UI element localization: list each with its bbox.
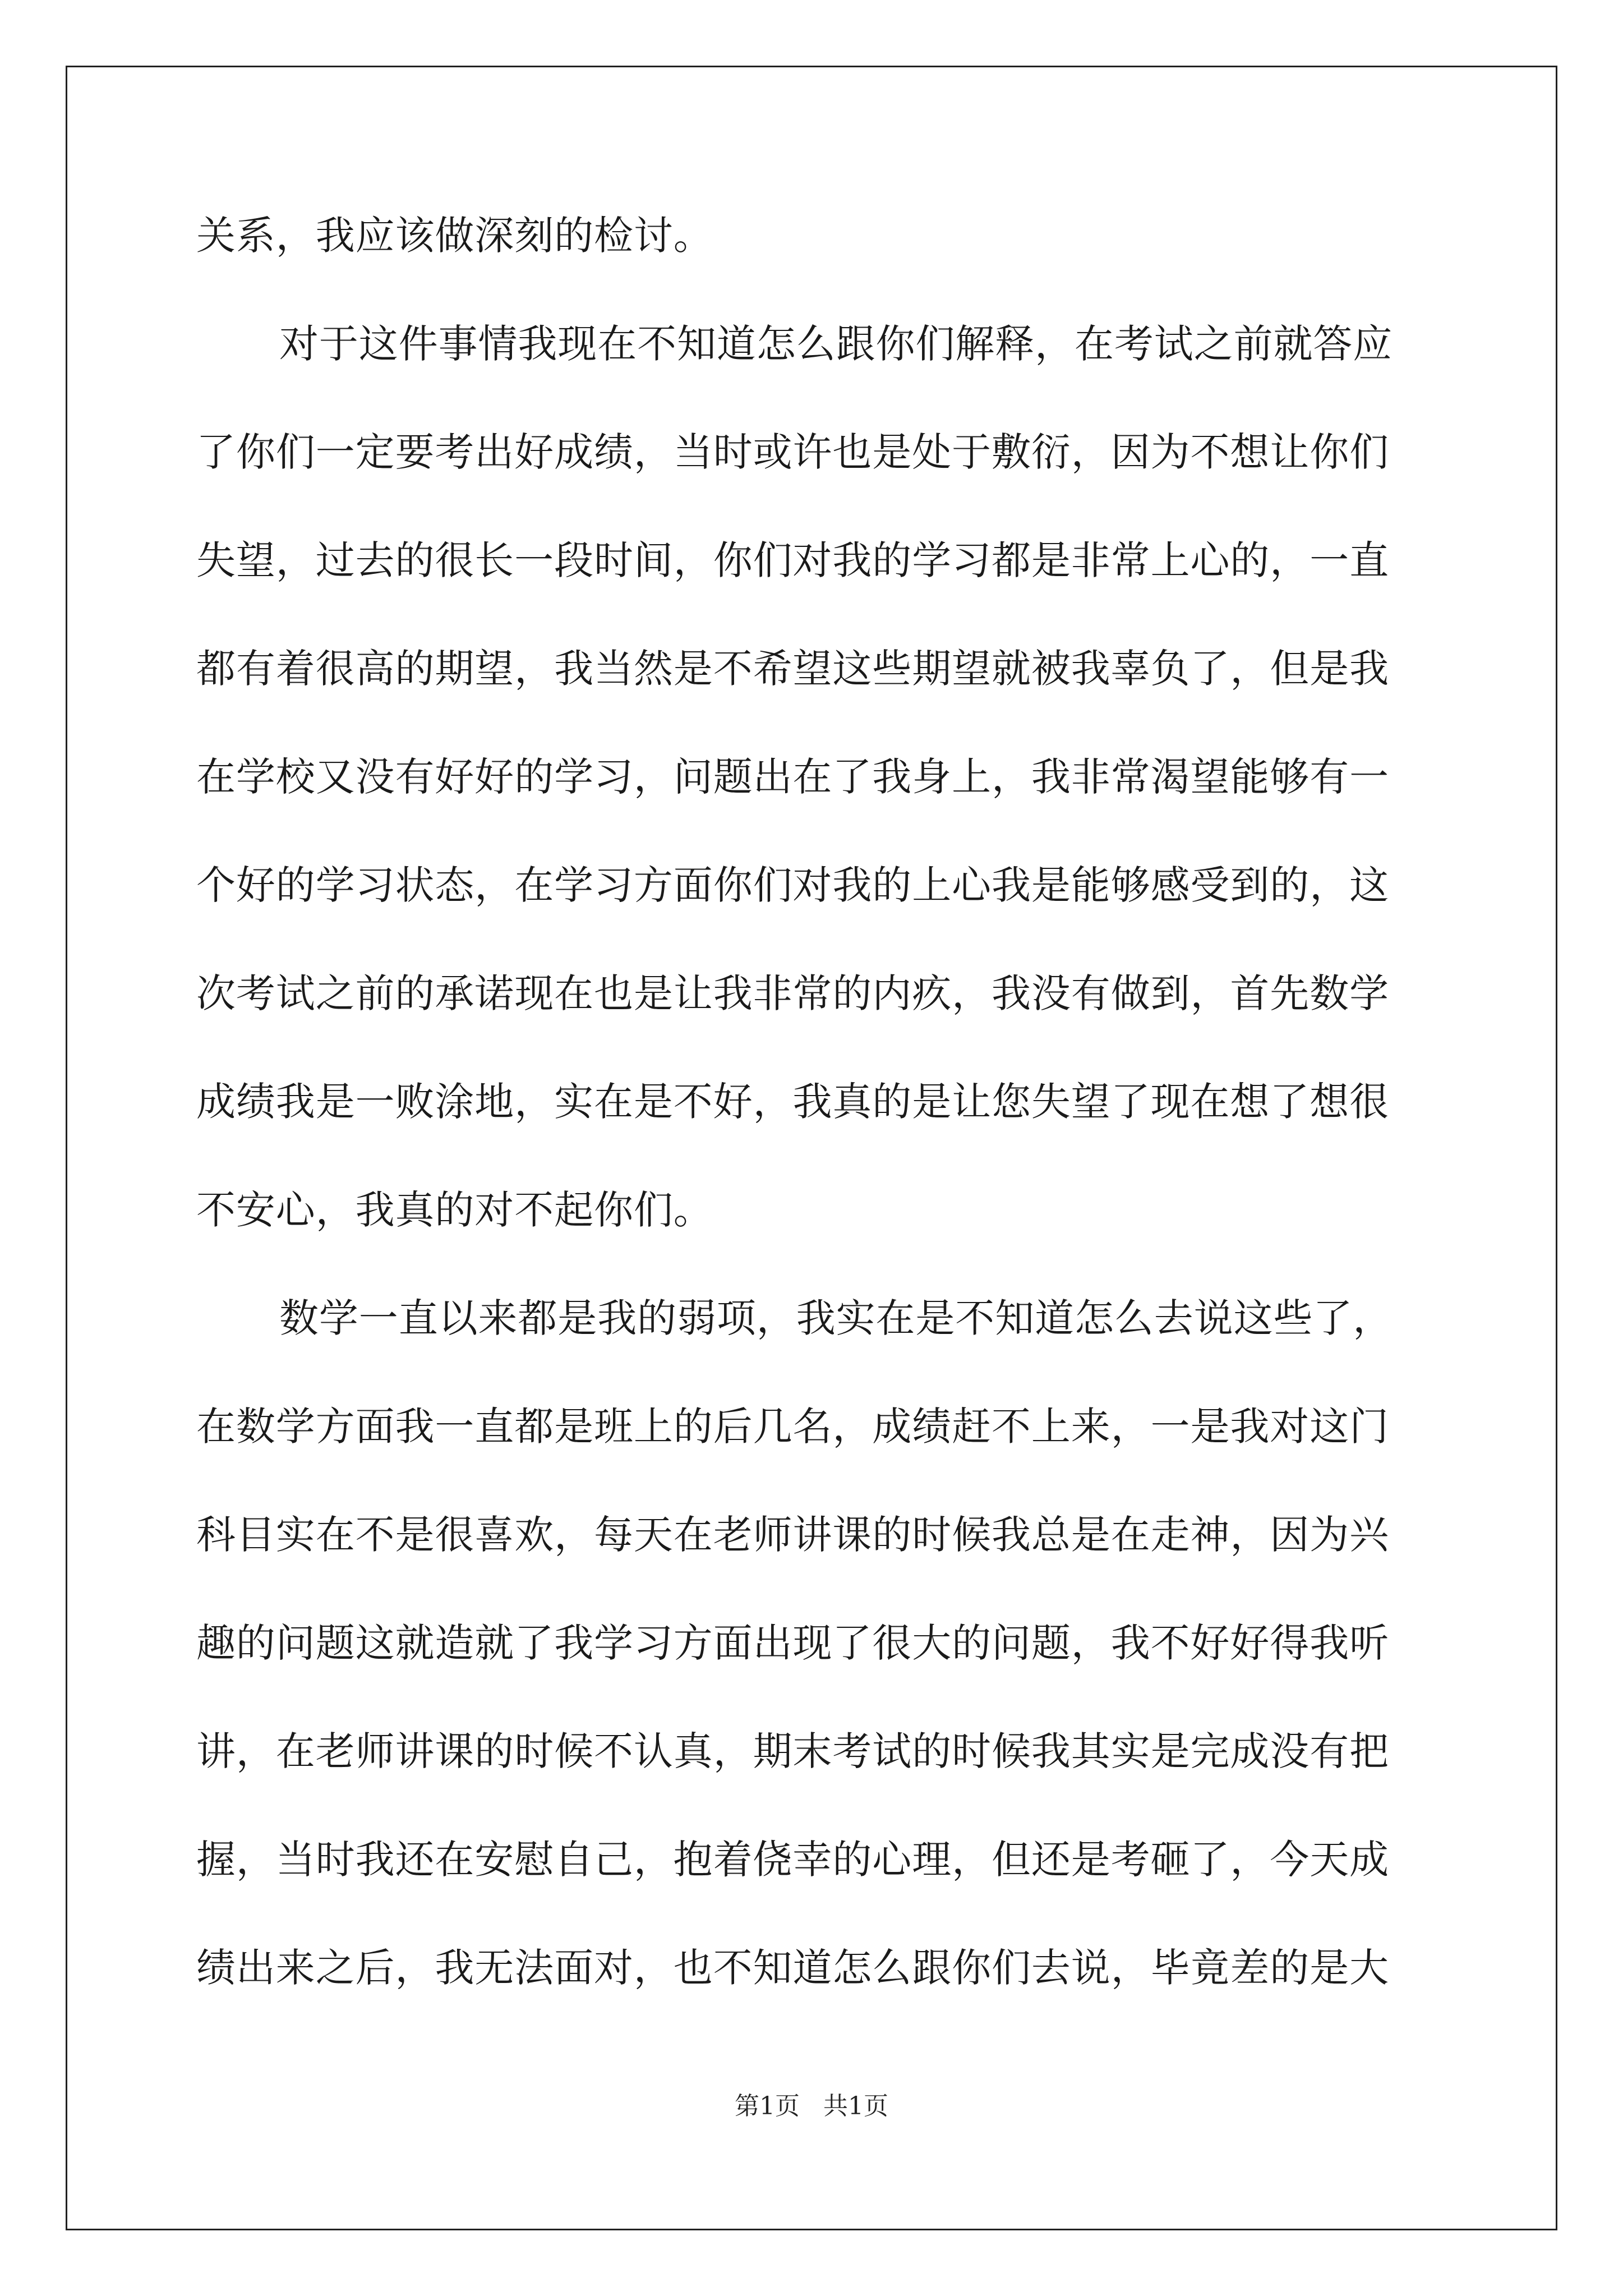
text-line: 讲，在老师讲课的时候不认真，期末考试的时候我其实是完成没有把 bbox=[196, 1728, 1389, 1774]
text-line: 关系，我应该做深刻的检讨。 bbox=[196, 213, 713, 259]
text-line: 数学一直以来都是我的弱项，我实在是不知道怎么去说这些了， bbox=[279, 1295, 1393, 1341]
text-line: 失望，过去的很长一段时间，你们对我的学习都是非常上心的，一直 bbox=[196, 537, 1389, 583]
text-line: 趣的问题这就造就了我学习方面出现了很大的问题，我不好好得我听 bbox=[196, 1620, 1389, 1666]
text-line: 在数学方面我一直都是班上的后几名，成绩赶不上来，一是我对这门 bbox=[196, 1404, 1389, 1450]
text-line: 握，当时我还在安慰自己，抱着侥幸的心理，但还是考砸了，今天成 bbox=[196, 1837, 1389, 1883]
text-line: 不安心，我真的对不起你们。 bbox=[196, 1187, 713, 1233]
text-line: 在学校又没有好好的学习，问题出在了我身上，我非常渴望能够有一 bbox=[196, 754, 1389, 800]
text-line: 个好的学习状态，在学习方面你们对我的上心我是能够感受到的，这 bbox=[196, 862, 1389, 908]
text-line: 了你们一定要考出好成绩，当时或许也是处于敷衍，因为不想让你们 bbox=[196, 429, 1389, 475]
page-number-footer: 第1页 共1页 bbox=[735, 2092, 888, 2120]
text-line: 对于这件事情我现在不知道怎么跟你们解释，在考试之前就答应 bbox=[279, 321, 1393, 367]
text-line: 科目实在不是很喜欢，每天在老师讲课的时候我总是在走神，因为兴 bbox=[196, 1512, 1389, 1558]
text-line: 成绩我是一败涂地，实在是不好，我真的是让您失望了现在想了想很 bbox=[196, 1079, 1389, 1125]
text-line: 绩出来之后，我无法面对，也不知道怎么跟你们去说，毕竟差的是大 bbox=[196, 1945, 1389, 1991]
text-line: 次考试之前的承诺现在也是让我非常的内疚，我没有做到，首先数学 bbox=[196, 970, 1389, 1016]
document-body bbox=[196, 208, 1441, 2048]
text-line: 都有着很高的期望，我当然是不希望这些期望就被我辜负了，但是我 bbox=[196, 646, 1389, 692]
